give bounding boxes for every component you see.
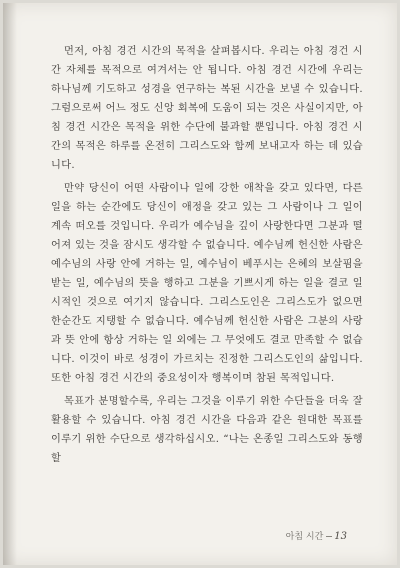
paragraph-goal: 목표가 분명할수록, 우리는 그것을 이루기 위한 수단들을 더욱 잘 활용할 수 있습니다. 아침 경건 시간을 다음과 같은 원대한 목표를 이루기 위한 수단으로 생각하십시오. “나는 온종일 그리스도와 동행할 (51, 396, 363, 464)
paragraph-devotion: 만약 당신이 어떤 사람이나 일에 강한 애착을 갖고 있다면, 다른 일을 하는 순간에도 당신이 애정을 갖고 있는 그 사람이나 그 일이 계속 떠오를 것입니다. 우리가 예수님을 깊이 사랑한다면 그분과 떨어져 있는 것을 잠시도 생각할 수 없습니다. 예수님께 헌신한 사람은 예수님의 사랑 안에 거하는 일, 예수님이 베푸시는 은혜의 보살핌을 받는 일, 예수님의 뜻을 행하고 그분을 기쁘시게 하는 일을 결코 일시적인 것으로 여기지 않습니다. 그리스도인은 그리스도가 없으면 한순간도 지탱할 수 없습니다. 예수님께 헌신한 사람은 그분의 사랑과 뜻 안에 항상 거하는 일 외에는 그 무엇에도 결코 만족할 수 없습니다. 이것이 바로 성경이 가르치는 진정한 그리스도인의 삶입니다. 또한 아침 경건 시간의 중요성이자 행복이며 참된 목적입니다. (51, 183, 363, 384)
page-gutter-shadow (3, 3, 17, 565)
footer-separator (326, 536, 332, 537)
page-footer (286, 529, 347, 542)
paragraph-purpose: 먼저, 아침 경건 시간의 목적을 살펴봅시다. 우리는 아침 경건 시간 자체를 목적으로 여겨서는 안 됩니다. 아침 경건 시간에 우리는 하나님께 기도하고 성경을 연구하는 복된 시간을 보낼 수 있습니다. 그럼으로써 어느 정도 신앙 회복에 도움이 되는 것은 사실이지만, 아침 경건 시간은 목적을 위한 수단에 불과할 뿐입니다. 아침 경건 시간의 목적은 하루를 온전히 그리스도와 함께 보내고자 하는 데 있습니다. (51, 46, 363, 171)
book-page (3, 3, 397, 565)
running-title: 아침 시간 (285, 532, 324, 542)
page-number: 13 (334, 531, 347, 542)
body-text (51, 42, 363, 472)
